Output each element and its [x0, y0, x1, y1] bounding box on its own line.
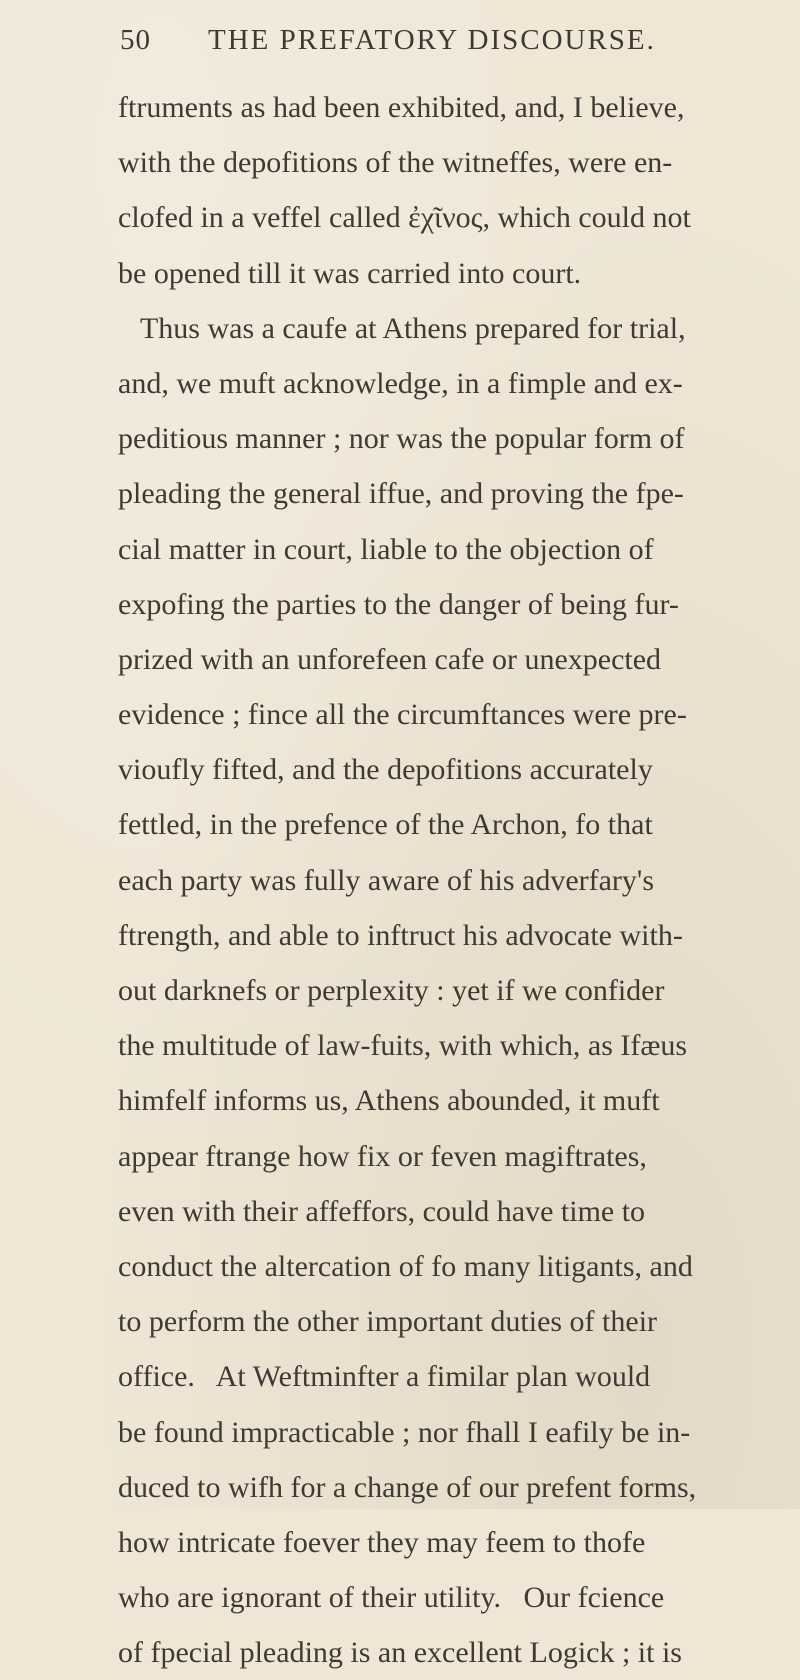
text-line: how intricate foever they may feem to thofe: [118, 1525, 646, 1559]
text-line: appear ftrange how fix or feven magiftrates,: [118, 1139, 647, 1173]
text-line: evidence ; fince all the circumftances were pre-: [118, 698, 687, 732]
text-line: conduct the altercation of fo many litigants, and: [118, 1249, 693, 1283]
body-text: [118, 80, 798, 1680]
running-head: [0, 12, 800, 62]
text-line: be found impracticable ; nor fhall I eafily be in-: [118, 1415, 691, 1449]
text-line: Thus was a caufe at Athens prepared for trial,: [118, 311, 686, 345]
page-number: 50: [120, 24, 151, 56]
text-line: out darknefs or perplexity : yet if we confider: [118, 974, 665, 1007]
text-line: to perform the other important duties of their: [118, 1305, 658, 1339]
text-line: ftrength, and able to inftruct his advocate with-: [118, 918, 683, 952]
text-line: who are ignorant of their utility. Our fcience: [118, 1581, 665, 1615]
text-line: prized with an unforefeen cafe or unexpected: [118, 642, 662, 676]
text-line: with the depofitions of the witneffes, were en-: [118, 146, 673, 180]
text-line: office. At Weftminfter a fimilar plan would: [118, 1360, 651, 1394]
text-line: vioufly fifted, and the depofitions accurately: [118, 753, 653, 787]
text-line: himfelf informs us, Athens abounded, it muft: [118, 1084, 660, 1118]
text-line: duced to wifh for a change of our prefent forms,: [118, 1470, 697, 1504]
text-line: ftruments as had been exhibited, and, I believe,: [118, 91, 685, 124]
text-line: clofed in a veffel called ἐχῖνος, which could not: [118, 201, 691, 235]
text-line: expofing the parties to the danger of being fur-: [118, 587, 679, 621]
text-line: fettled, in the prefence of the Archon, fo that: [118, 808, 653, 842]
text-line: be opened till it was carried into court.: [118, 256, 582, 290]
text-line: even with their affeffors, could have time to: [118, 1194, 646, 1228]
text-line: peditious manner ; nor was the popular form of: [118, 422, 685, 456]
text-line: pleading the general iffue, and proving the fpe-: [118, 477, 684, 511]
text-line: the multitude of law-fuits, with which, as Ifæus: [118, 1029, 688, 1063]
text-line: each party was fully aware of his adverfary's: [118, 863, 655, 897]
text-line: and, we muft acknowledge, in a fimple and ex-: [118, 366, 683, 400]
running-title: THE PREFATORY DISCOURSE.: [208, 24, 656, 56]
text-line: of fpecial pleading is an excellent Logick ; it is: [118, 1636, 682, 1670]
text-line: cial matter in court, liable to the objection of: [118, 532, 654, 566]
